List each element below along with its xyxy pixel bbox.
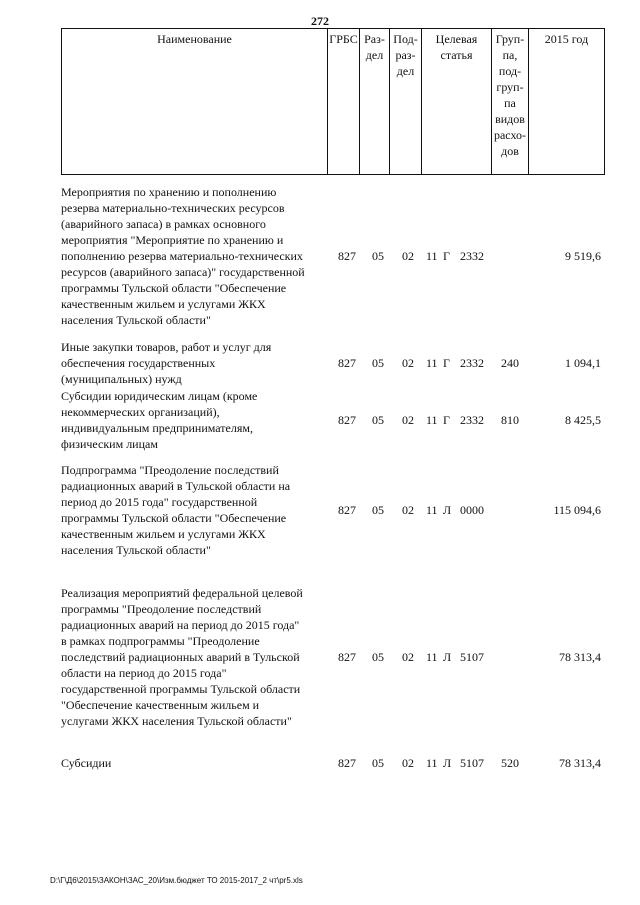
row-target-subprogram: Г	[443, 413, 450, 427]
row-podrazdel: 02	[402, 650, 414, 664]
row-target-program: 11	[426, 249, 438, 263]
row-name: Иные закупки товаров, работ и услуг для обеспечения государственных (муниципальных) нужд	[61, 340, 272, 386]
row-grbs: 827	[338, 249, 356, 263]
row-target-program: 11	[426, 503, 438, 517]
row-razdel: 05	[372, 413, 384, 427]
row-razdel: 05	[372, 356, 384, 370]
row-name: Подпрограмма "Преодоление последствий радиационных аварий в Тульской области на период до 2015 года" государственной программы Тульской области "Обеспечение качественным жильем и услугами ЖКХ населения Тульской области"	[61, 463, 291, 557]
header-year: 2015 год	[529, 29, 605, 175]
page-number: 272	[311, 14, 329, 28]
row-razdel: 05	[372, 503, 384, 517]
row-amount: 9 519,6	[565, 249, 601, 263]
header-name: Наименование	[62, 29, 328, 175]
row-podrazdel: 02	[402, 756, 414, 770]
table-row	[61, 585, 601, 729]
row-amount: 115 094,6	[553, 503, 601, 517]
header-group: Груп- па, под- груп- па видов расхо- дов	[492, 29, 529, 175]
row-razdel: 05	[372, 249, 384, 263]
row-name: Реализация мероприятий федеральной целевой программы "Преодоление последствий радиационных аварий на период до 2015 года" в рамках подпрограммы "Преодоление последствий радиационных аварий в Тульской области на период до 2015 года" государственной программы Тульской области "Обеспечение качественным жильем и услугами ЖКХ населения Тульской области"	[61, 586, 303, 728]
footer-file-path: D:\Г\Д6\2015\ЗАКОН\ЗАС_20\Изм.бюджет ТО 2015-2017_2 чт\pr5.xls	[50, 876, 303, 885]
row-grbs: 827	[338, 756, 356, 770]
row-expense-group: 810	[501, 413, 519, 427]
row-target-program: 11	[426, 356, 438, 370]
row-expense-group: 240	[501, 356, 519, 370]
row-name: Субсидии юридическим лицам (кроме некоммерческих организаций), индивидуальным предпринимателям, физическим лицам	[61, 389, 258, 451]
row-target-direction: 0000	[460, 503, 484, 517]
row-podrazdel: 02	[402, 503, 414, 517]
row-expense-group: 520	[501, 756, 519, 770]
row-target-program: 11	[426, 650, 438, 664]
row-name: Субсидии	[61, 756, 112, 770]
row-target-direction: 2332	[460, 356, 484, 370]
row-grbs: 827	[338, 650, 356, 664]
row-target-direction: 5107	[460, 756, 484, 770]
row-amount: 78 313,4	[559, 650, 601, 664]
row-amount: 8 425,5	[565, 413, 601, 427]
table-row	[61, 755, 601, 771]
row-target-direction: 2332	[460, 249, 484, 263]
header-razdel: Раз- дел	[360, 29, 390, 175]
row-razdel: 05	[372, 756, 384, 770]
header-target: Целевая статья	[422, 29, 492, 175]
row-amount: 1 094,1	[565, 356, 601, 370]
row-target-program: 11	[426, 413, 438, 427]
row-target-direction: 5107	[460, 650, 484, 664]
row-podrazdel: 02	[402, 356, 414, 370]
table-header	[61, 28, 605, 175]
row-grbs: 827	[338, 503, 356, 517]
row-name: Мероприятия по хранению и пополнению резерва материально-технических ресурсов (аварийного запаса) в рамках основного мероприятия "Мероприятие по хранению и пополнению резерва материально-технических ресурсов (аварийного запаса)" государственной программы Тульской области "Обеспечение качественным жильем и услугами ЖКХ населения Тульской области"	[61, 185, 305, 327]
row-target-subprogram: Л	[443, 650, 452, 664]
table-row	[61, 339, 601, 387]
row-podrazdel: 02	[402, 413, 414, 427]
row-target-subprogram: Л	[443, 756, 452, 770]
row-razdel: 05	[372, 650, 384, 664]
table-row	[61, 388, 601, 452]
table-row	[61, 462, 601, 558]
table-row	[61, 184, 601, 328]
row-amount: 78 313,4	[559, 756, 601, 770]
row-podrazdel: 02	[402, 249, 414, 263]
row-target-program: 11	[426, 756, 438, 770]
header-grbs: ГРБС	[328, 29, 360, 175]
row-target-subprogram: Г	[443, 356, 450, 370]
row-grbs: 827	[338, 356, 356, 370]
row-grbs: 827	[338, 413, 356, 427]
row-target-direction: 2332	[460, 413, 484, 427]
row-target-subprogram: Л	[443, 503, 452, 517]
header-podrazdel: Под- раз- дел	[390, 29, 422, 175]
row-target-subprogram: Г	[443, 249, 450, 263]
